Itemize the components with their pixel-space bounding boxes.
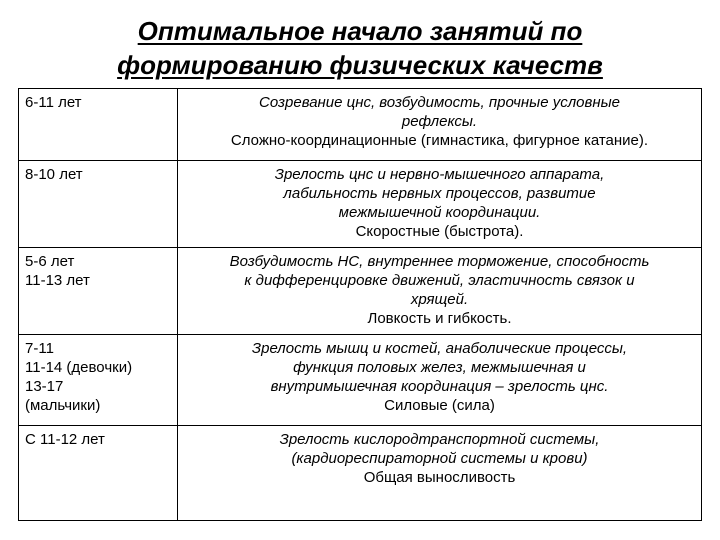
table-row bbox=[19, 248, 702, 335]
qualities-table bbox=[18, 88, 702, 521]
age-cell bbox=[19, 161, 178, 248]
age-text: 6-11 лет bbox=[25, 94, 82, 111]
description-text: (кардиореспираторной системы и крови) bbox=[291, 450, 588, 467]
table-row bbox=[19, 89, 702, 161]
quality-text: Ловкость и гибкость. bbox=[367, 310, 512, 327]
description-text: межмышечной координации. bbox=[338, 204, 541, 221]
description-text: функция половых желез, межмышечная и bbox=[293, 359, 586, 376]
age-text: 8-10 лет bbox=[25, 166, 83, 183]
description-cell bbox=[178, 426, 702, 521]
age-text: 7-11 bbox=[25, 340, 54, 357]
quality-text: Сложно-координационные (гимнастика, фигурное катание). bbox=[230, 132, 649, 149]
age-text: 11-14 (девочки) bbox=[25, 359, 133, 376]
description-text: Зрелость цнс и нервно-мышечного аппарата, bbox=[274, 166, 605, 183]
table-row bbox=[19, 426, 702, 521]
description-text: Зрелость кислородтранспортной системы, bbox=[279, 431, 600, 448]
quality-text: Силовые (сила) bbox=[384, 397, 495, 414]
page-title bbox=[0, 14, 720, 82]
age-cell bbox=[19, 89, 178, 161]
description-text: рефлексы. bbox=[401, 113, 478, 130]
description-cell bbox=[178, 248, 702, 335]
description-text: хрящей. bbox=[410, 291, 469, 308]
age-cell bbox=[19, 248, 178, 335]
description-text: лабильность нервных процессов, развитие bbox=[283, 185, 596, 202]
age-text: 11-13 лет bbox=[25, 272, 90, 289]
age-cell bbox=[19, 335, 178, 426]
title-line-1: Оптимальное начало занятий по bbox=[137, 16, 583, 46]
age-text: (мальчики) bbox=[25, 397, 101, 414]
title-line-2: формированию физических качеств bbox=[117, 50, 603, 80]
description-cell bbox=[178, 161, 702, 248]
description-text: Возбудимость НС, внутреннее торможение, способность bbox=[229, 253, 650, 270]
description-cell bbox=[178, 335, 702, 426]
description-cell bbox=[178, 89, 702, 161]
quality-text: Общая выносливость bbox=[363, 469, 516, 486]
description-text: внутримышечная координация – зрелость цнс. bbox=[270, 378, 609, 395]
description-text: Созревание цнс, возбудимость, прочные условные bbox=[259, 94, 620, 111]
age-text: С 11-12 лет bbox=[25, 431, 105, 448]
table-row bbox=[19, 161, 702, 248]
description-text: Зрелость мышц и костей, анаболические процессы, bbox=[251, 340, 628, 357]
age-text: 13-17 bbox=[25, 378, 64, 395]
age-cell bbox=[19, 426, 178, 521]
age-text: 5-6 лет bbox=[25, 253, 75, 270]
table-row bbox=[19, 335, 702, 426]
quality-text: Скоростные (быстрота). bbox=[355, 223, 524, 240]
description-text: к дифференцировке движений, эластичность связок и bbox=[244, 272, 635, 289]
